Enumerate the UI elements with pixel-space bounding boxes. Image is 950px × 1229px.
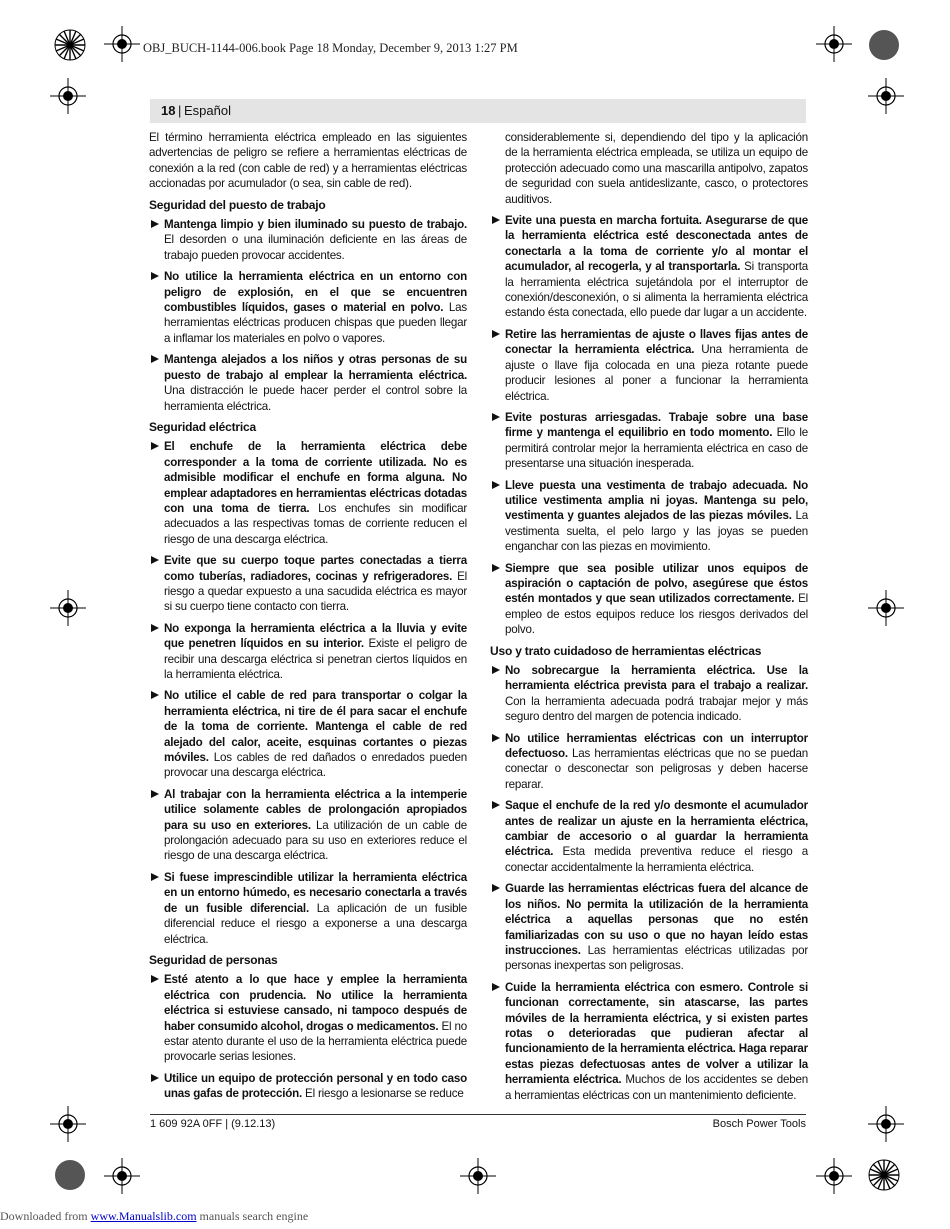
intro-paragraph: El término herramienta eléctrica empleado en las siguientes advertencias de peligro se refiere a herramientas eléctricas de conexión a la red (con cable de red) y a herramientas eléctricas accionadas por acumulador (o sea, sin cable de red). [149,131,467,191]
warning-bold-text: Saque el enchufe de la red y/o desmonte el acumulador antes de realizar un ajuste en la herramienta eléctrica, cambiar de accesorio o al guardar la herramienta eléctrica. [505,799,808,859]
page-number: 18 [161,103,176,118]
warning-item [490,213,808,321]
triangle-bullet-icon [492,983,500,991]
manualslib-link[interactable]: www.Manualslib.com [90,1209,197,1223]
warning-item [490,980,808,1103]
triangle-bullet-icon [492,884,500,892]
warning-bold-text: Evite que su cuerpo toque partes conectadas a tierra como tuberías, radiadores, cocinas y refrigeradores. [164,554,467,583]
warning-item [149,688,467,780]
warning-body-text: Los enchufes sin modificar adecuados a las respectivas tomas de corriente reducen el riesgo de una descarga eléctrica. [164,501,467,546]
warning-item [490,731,808,793]
triangle-bullet-icon [151,691,159,699]
warning-body-text: El no estar atento durante el uso de la herramienta eléctrica puede provocarle serias lesiones. [164,1019,467,1064]
warning-item [149,1071,467,1102]
download-note [0,1209,308,1224]
download-prefix: Downloaded from [0,1209,91,1223]
triangle-bullet-icon [492,216,500,224]
warning-bold-text: No sobrecargue la herramienta eléctrica. Use la herramienta eléctrica prevista para el trabajo a realizar. [505,664,808,693]
registration-mark-bottom-center [460,1158,496,1194]
warning-body-text: Las herramientas eléctricas que no se puedan conectar o desconectar son peligrosas y deben hacerse reparar. [505,747,808,791]
warning-body-text: Existe el peligro de recibir una descarga eléctrica si penetran ciertos líquidos en la herramienta eléctrica. [164,637,467,681]
warning-item [490,478,808,555]
triangle-bullet-icon [151,272,159,280]
registration-mark-left-middle [50,590,86,626]
warning-item [490,881,808,973]
page-header-separator: | [178,103,182,118]
warning-item [149,269,467,346]
color-target-bottom-right [868,1159,900,1191]
page-header-bar [150,99,806,123]
triangle-bullet-icon [151,975,159,983]
warning-body-text: El riesgo a lesionarse se reduce [302,1087,464,1101]
triangle-bullet-icon [151,355,159,363]
warning-item [149,787,467,864]
warning-bold-text: No exponga la herramienta eléctrica a la lluvia y evite que penetren líquidos en su interior. [164,621,467,651]
warning-item [490,410,808,472]
registration-mark-right-middle [868,590,904,626]
triangle-bullet-icon [151,873,159,881]
triangle-bullet-icon [492,564,500,572]
registration-mark-top-right [816,26,852,62]
footer-brand: Bosch Power Tools [712,1118,806,1130]
footer-part-number: 1 609 92A 0FF | (9.12.13) [150,1118,276,1130]
warning-body-text: Las herramientas eléctricas producen chispas que pueden llegar a inflamar los materiales en polvo o vapores. [164,301,467,345]
warning-bold-text: Retire las herramientas de ajuste o llaves fijas antes de conectar la herramienta eléctrica. [505,327,808,357]
triangle-bullet-icon [151,1074,159,1082]
warning-body-text: La vestimenta suelta, el pelo largo y las joyas se pueden enganchar con las piezas en movimiento. [505,509,808,554]
warning-bold-text: Lleve puesta una vestimenta de trabajo adecuada. No utilice vestimenta amplia ni joyas. Mantenga su pelo, vestimenta y guantes alejados de las piezas móviles. [505,478,808,523]
warning-item [149,621,467,683]
warning-item [149,352,467,414]
warning-body-text: El riesgo a quedar expuesto a una sacudida eléctrica es mayor si su cuerpo tiene contacto con tierra. [164,569,467,614]
warning-bold-text: Cuide la herramienta eléctrica con esmero. Controle si funcionan correctamente, sin atascarse, las partes móviles de la herramienta eléctrica, y si existen partes rotas o deterioradas que pudieran afectar al funcionamiento de la herramienta eléctrica. Haga reparar estas piezas defectuosas antes de volver a utilizar la herramienta eléctrica. [505,980,808,1087]
warning-bold-text: Evite posturas arriesgadas. Trabaje sobre una base firme y mantenga el equilibrio en todo momento. [505,410,808,440]
warning-bold-text: Mantenga alejados a los niños y otras personas de su puesto de trabajo al emplear la herramienta eléctrica. [164,353,467,382]
registration-mark-left-lower [50,1106,86,1142]
triangle-bullet-icon [492,413,500,421]
left-column [149,130,467,1108]
triangle-bullet-icon [151,624,159,632]
warning-bold-text: No utilice herramientas eléctricas con un interruptor defectuoso. [505,731,808,761]
section-heading: Seguridad de personas [149,952,278,967]
download-suffix: manuals search engine [196,1209,309,1223]
triangle-bullet-icon [492,666,500,674]
warning-item [490,798,808,875]
warning-bold-text: Guarde las herramientas eléctricas fuera del alcance de los niños. No permita la utilización de la herramienta eléctrica a aquellas personas que no estén familiarizadas con su uso o que no hayan leído estas instrucciones. [505,882,808,957]
registration-mark-left-upper [50,78,86,114]
warning-body-text: Muchos de los accidentes se deben a herramientas eléctricas con un mantenimiento deficiente. [505,1073,808,1102]
triangle-bullet-icon [151,790,159,798]
right-column [490,130,808,1109]
triangle-bullet-icon [151,220,159,228]
warning-body-text: Las herramientas eléctricas utilizadas por personas inexpertas son peligrosas. [505,943,808,973]
warning-body-text: El empleo de estos equipos reduce los riesgos derivados del polvo. [505,592,808,637]
warning-bold-text: Utilice un equipo de protección personal y en todo caso unas gafas de protección. [164,1071,467,1101]
warning-item [149,439,467,547]
warning-item [149,217,467,263]
triangle-bullet-icon [492,481,500,489]
warning-body-text: Si transporta la herramienta eléctrica sujetándola por el interruptor de conexión/desconexión, o si alimenta la herramienta eléctrica estando ésta conectada, ello puede dar lugar a un accidente. [505,260,809,320]
page-language: Español [184,103,231,118]
warning-body-text: Una herramienta de ajuste o llave fija colocada en una pieza rotante puede producir lesiones al poner a funcionar la herramienta eléctrica. [505,343,808,403]
print-header: OBJ_BUCH-1144-006.book Page 18 Monday, December 9, 2013 1:27 PM [143,41,518,55]
warning-bold-text: Si fuese imprescindible utilizar la herramienta eléctrica en un entorno húmedo, es necesario conectarla a través de un fusible diferencial. [164,870,467,915]
warning-bold-text: Esté atento a lo que hace y emplee la herramienta eléctrica con prudencia. No utilice la herramienta eléctrica si estuviese cansado, ni tampoco después de haber consumido alcohol, drogas o medicamentos. [164,973,467,1033]
section-heading: Seguridad del puesto de trabajo [149,197,326,212]
warning-body-text: Con la herramienta adecuada podrá trabajar mejor y más seguro dentro del margen de potencia indicado. [505,694,808,724]
warning-body-text: Esta medida preventiva reduce el riesgo a conectar accidentalmente la herramienta eléctrica. [505,845,808,874]
warning-bold-text: No utilice el cable de red para transportar o colgar la herramienta eléctrica, ni tire de él para sacar el enchufe de la toma de corriente. Mantenga el cable de red alejado del calor, aceite, esquinas cortantes o piezas móviles. [164,689,467,765]
warning-item [490,327,808,404]
registration-mark-bottom-left [104,1158,140,1194]
section-heading: Seguridad eléctrica [149,419,256,434]
continued-paragraph: considerablemente si, dependiendo del tipo y la aplicación de la herramienta eléctrica empleada, se utiliza un equipo de protección adecuado como una mascarilla antipolvo, zapatos de seguridad con suela antideslizante, casco, o protectores auditivos. [505,131,808,206]
warning-body-text: Los cables de red dañados o enredados pueden provocar una descarga eléctrica. [164,751,467,780]
warning-body-text: La aplicación de un fusible diferencial reduce el riesgo a exponerse a una descarga eléctrica. [164,901,467,946]
triangle-bullet-icon [492,734,500,742]
triangle-bullet-icon [492,330,500,338]
warning-item [149,972,467,1064]
color-target-top-left [54,29,86,61]
warning-bold-text: Mantenga limpio y bien iluminado su puesto de trabajo. [164,218,467,232]
warning-body-text: Ello le permitirá controlar mejor la herramienta eléctrica en caso de presentarse una situación inesperada. [505,426,809,471]
warning-item [490,561,808,638]
registration-mark-right-lower [868,1106,904,1142]
footer-rule [150,1114,806,1115]
warning-bold-text: Siempre que sea posible utilizar unos equipos de aspiración o captación de polvo, asegúrese que éstos estén montados y que sean utilizados correctamente. [505,561,808,606]
warning-body-text: Una distracción le puede hacer perder el control sobre la herramienta eléctrica. [164,384,467,413]
registration-mark-right-upper [868,78,904,114]
triangle-bullet-icon [151,442,159,450]
registration-mark-top-left [104,26,140,62]
warning-item [490,663,808,725]
color-target-top-right [868,29,900,61]
warning-bold-text: No utilice la herramienta eléctrica en un entorno con peligro de explosión, en el que se encuentren combustibles líquidos, gases o material en polvo. [164,270,467,315]
warning-bold-text: Evite una puesta en marcha fortuita. Asegurarse de que la herramienta eléctrica esté desconectada antes de conectarla a la toma de corriente y/o al montar el acumulador, al recogerla, y al transportarla. [505,214,808,274]
warning-item [149,870,467,947]
warning-item [149,553,467,615]
warning-bold-text: El enchufe de la herramienta eléctrica debe corresponder a la toma de corriente utilizada. No es admisible modificar el enchufe en forma alguna. No emplear adaptadores en herramientas eléctricas dotadas con una toma de tierra. [164,440,468,515]
triangle-bullet-icon [151,556,159,564]
section-heading: Uso y trato cuidadoso de herramientas eléctricas [490,643,762,658]
warning-body-text: El desorden o una iluminación deficiente en las áreas de trabajo pueden provocar accidentes. [164,233,467,262]
warning-bold-text: Al trabajar con la herramienta eléctrica a la intemperie utilice solamente cables de prolongación apropiados para su uso en exteriores. [164,787,467,832]
warning-body-text: La utilización de un cable de prolongación adecuado para su uso en exteriores reduce el riesgo de una descarga eléctrica. [164,818,467,863]
registration-mark-bottom-right [816,1158,852,1194]
triangle-bullet-icon [492,801,500,809]
color-target-bottom-left [54,1159,86,1191]
